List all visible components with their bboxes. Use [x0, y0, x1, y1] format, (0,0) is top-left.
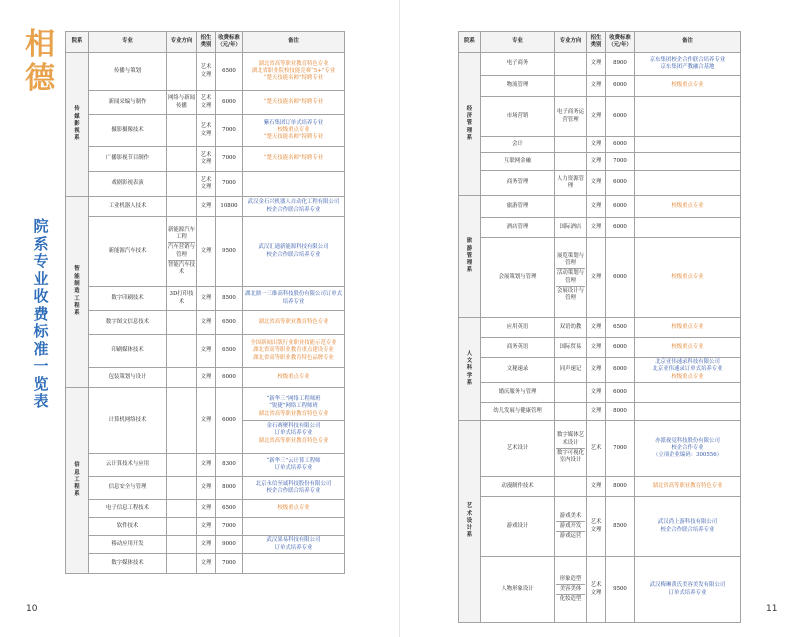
- table-row: [66, 147, 345, 172]
- table-row: [66, 454, 345, 477]
- table-row: [459, 318, 741, 338]
- dept-cell: 人文科学系: [459, 318, 481, 421]
- fee-cell: 9500: [216, 217, 243, 287]
- table-row: [66, 91, 345, 115]
- table-row: [459, 403, 741, 421]
- category-cell: 文理: [587, 153, 606, 171]
- note-cell: 武汉尚上游科技有限公司 校企合作联合培养专业: [635, 497, 741, 557]
- header-dept: 院系: [459, 32, 481, 53]
- direction-cell: [555, 137, 587, 153]
- table-row: [66, 477, 345, 500]
- page-number: 11: [766, 604, 778, 614]
- category-cell: 文理: [197, 554, 216, 574]
- fee-cell: 6000: [606, 171, 635, 196]
- note-cell: 校级重点专业: [635, 318, 741, 338]
- major-cell: 计算机网络技术: [89, 388, 167, 454]
- fee-cell: 6000: [606, 383, 635, 403]
- header-category: 招生类别: [587, 32, 606, 53]
- note-cell: 武汉汇通新能源科技有限公司 校企合作联合培养专业: [243, 217, 345, 287]
- fee-cell: 9000: [216, 536, 243, 554]
- major-cell: 工业机器人技术: [89, 197, 167, 217]
- direction-cell: 网络与新闻传播: [167, 91, 197, 115]
- note-cell: 紫石集团订单式培养专业 校级重点专业 “楚天技能名师”特聘专业: [243, 115, 345, 147]
- category-cell: 文理: [587, 76, 606, 97]
- note-cell: [635, 218, 741, 238]
- major-cell: 移动应用开发: [89, 536, 167, 554]
- page-title: 院 系 专 业 收 费 标 准 一 览 表: [33, 217, 49, 410]
- fee-cell: 6000: [606, 137, 635, 153]
- table-row: [66, 172, 345, 197]
- direction-cell: 双语幼教: [555, 318, 587, 338]
- dept-cell: 旅游管理系: [459, 196, 481, 318]
- note-cell: [635, 97, 741, 137]
- note-cell: 校级重点专业: [635, 238, 741, 318]
- fee-cell: 8500: [216, 287, 243, 311]
- table-row: [459, 383, 741, 403]
- note-cell: 校级重点专业: [243, 500, 345, 518]
- fee-cell: 6000: [606, 196, 635, 218]
- major-cell: 幼儿发展与健康管理: [481, 403, 555, 421]
- fee-cell: 8000: [216, 477, 243, 500]
- category-cell: 文理: [587, 403, 606, 421]
- category-cell: 文理: [197, 197, 216, 217]
- header-dept: 院系: [66, 32, 89, 53]
- deco-char: 德: [25, 61, 55, 96]
- direction-cell: 新能源汽车工程 汽车营销与管理 智能汽车技术: [167, 217, 197, 287]
- direction-cell: [167, 518, 197, 536]
- table-row: [459, 76, 741, 97]
- category-cell: 艺术文理: [197, 147, 216, 172]
- table-row: [459, 218, 741, 238]
- fee-cell: 6500: [606, 318, 635, 338]
- category-cell: 文理: [587, 171, 606, 196]
- category-cell: 文理: [197, 500, 216, 518]
- fee-cell: 9500: [606, 557, 635, 623]
- note-cell: [635, 153, 741, 171]
- fee-cell: 6500: [216, 500, 243, 518]
- direction-cell: [167, 500, 197, 518]
- direction-cell: 数字媒体艺术设计 数字可视化室内设计: [555, 421, 587, 477]
- major-cell: 新能源汽车技术: [89, 217, 167, 287]
- direction-cell: [167, 197, 197, 217]
- category-cell: 文理: [587, 318, 606, 338]
- direction-cell: 游戏美术 游戏开发 游戏运营: [555, 497, 587, 557]
- table-row: [459, 557, 741, 623]
- fee-cell: 8000: [606, 477, 635, 497]
- category-cell: 文理: [587, 383, 606, 403]
- direction-cell: 人力资源管理: [555, 171, 587, 196]
- direction-cell: [167, 335, 197, 368]
- table-row: [459, 53, 741, 76]
- category-cell: 艺术文理: [197, 53, 216, 91]
- major-cell: 摄影摄像技术: [89, 115, 167, 147]
- direction-cell: [555, 53, 587, 76]
- fee-cell: 6000: [606, 76, 635, 97]
- note-cell: [243, 172, 345, 197]
- note-cell: 校级重点专业: [635, 338, 741, 358]
- direction-cell: 电子商务运营管理: [555, 97, 587, 137]
- note-cell: 校级重点专业: [635, 196, 741, 218]
- note-cell: [243, 554, 345, 574]
- category-cell: 文理: [197, 536, 216, 554]
- major-cell: 软件技术: [89, 518, 167, 536]
- header-direction: 专业方向: [167, 32, 197, 53]
- direction-cell: [555, 76, 587, 97]
- header-direction: 专业方向: [555, 32, 587, 53]
- fee-cell: 7000: [216, 172, 243, 197]
- category-cell: 文理: [587, 218, 606, 238]
- table-row: [66, 518, 345, 536]
- category-cell: 艺术文理: [197, 172, 216, 197]
- category-cell: 文理: [197, 311, 216, 335]
- header-category: 招生类别: [197, 32, 216, 53]
- fee-cell: 6500: [216, 53, 243, 91]
- table-header: [66, 32, 345, 53]
- table-row: [459, 358, 741, 383]
- decorative-title: [22, 28, 58, 96]
- dept-cell: 传媒影视系: [66, 53, 89, 197]
- fee-cell: 7000: [216, 115, 243, 147]
- direction-cell: [555, 477, 587, 497]
- direction-cell: [167, 311, 197, 335]
- major-cell: 数字印刷技术: [89, 287, 167, 311]
- note-cell: 亦派视觉科技股份有限公司 校企合作专业 （立项企业编码：300556）: [635, 421, 741, 477]
- page-number: 10: [26, 604, 38, 614]
- table-row: [66, 554, 345, 574]
- direction-cell: 国际酒店: [555, 218, 587, 238]
- direction-cell: [555, 153, 587, 171]
- fee-cell: 7000: [216, 518, 243, 536]
- category-cell: 文理: [587, 196, 606, 218]
- category-cell: 艺术文理: [587, 557, 606, 623]
- major-cell: 物流管理: [481, 76, 555, 97]
- table-row: [66, 197, 345, 217]
- major-cell: 电子商务: [481, 53, 555, 76]
- direction-cell: [167, 454, 197, 477]
- category-cell: 文理: [587, 137, 606, 153]
- major-cell: 广播影视节目制作: [89, 147, 167, 172]
- table-row: [459, 153, 741, 171]
- direction-cell: 同声速记: [555, 358, 587, 383]
- note-cell: 武汉果易科技有限公司 订单式培养专业: [243, 536, 345, 554]
- category-cell: 文理: [197, 217, 216, 287]
- category-cell: 艺术文理: [587, 497, 606, 557]
- major-cell: 云计算技术与应用: [89, 454, 167, 477]
- header-note: 备注: [635, 32, 741, 53]
- category-cell: 艺术文理: [197, 115, 216, 147]
- fee-cell: 6000: [606, 97, 635, 137]
- major-cell: 会展策划与管理: [481, 238, 555, 318]
- category-cell: 文理: [197, 335, 216, 368]
- direction-cell: 形象造型 美容美体 化妆造型: [555, 557, 587, 623]
- dept-cell: 艺术设计系: [459, 421, 481, 623]
- note-cell: 湖北省高等职业教育特色专业 湖北省职业院校技能竞赛“5+”专业 “楚天技能名师”特聘专业: [243, 53, 345, 91]
- major-cell: 商务管理: [481, 171, 555, 196]
- note-cell: [635, 171, 741, 196]
- major-cell: 互联网金融: [481, 153, 555, 171]
- direction-cell: 国际贸易: [555, 338, 587, 358]
- major-cell: 游戏设计: [481, 497, 555, 557]
- fee-cell: 6000: [606, 358, 635, 383]
- table-header: [459, 32, 741, 53]
- direction-cell: [167, 172, 197, 197]
- category-cell: 文理: [587, 358, 606, 383]
- major-cell: 商务英语: [481, 338, 555, 358]
- table-row: [459, 238, 741, 318]
- note-cell: [635, 137, 741, 153]
- fee-cell: 8900: [606, 53, 635, 76]
- category-cell: 文理: [587, 53, 606, 76]
- fee-table-left: [65, 31, 345, 574]
- direction-cell: [555, 196, 587, 218]
- major-cell: 会计: [481, 137, 555, 153]
- category-cell: 文理: [197, 287, 216, 311]
- category-cell: 文理: [197, 388, 216, 454]
- fee-cell: 6500: [216, 311, 243, 335]
- major-cell: 市场营销: [481, 97, 555, 137]
- fee-cell: 7000: [606, 153, 635, 171]
- category-cell: 艺术文理: [197, 91, 216, 115]
- fee-cell: 6500: [216, 335, 243, 368]
- note-cell: 校级重点专业: [635, 76, 741, 97]
- category-cell: 文理: [197, 518, 216, 536]
- note-cell: 北京永信至诚科技股份有限公司 校企合作联合培养专业: [243, 477, 345, 500]
- fee-cell: 6000: [606, 238, 635, 318]
- note-cell: [635, 383, 741, 403]
- note-cell: 武汉梅琳黄氏美容美发有限公司 订单式培养专业: [635, 557, 741, 623]
- header-fee: 收费标准（元/年）: [606, 32, 635, 53]
- direction-cell: [167, 554, 197, 574]
- header-note: 备注: [243, 32, 345, 53]
- major-cell: 应用英语: [481, 318, 555, 338]
- table-row: [66, 53, 345, 91]
- direction-cell: [555, 403, 587, 421]
- table-row: [66, 287, 345, 311]
- category-cell: 文理: [587, 477, 606, 497]
- category-cell: 文理: [587, 338, 606, 358]
- major-cell: 数字媒体技术: [89, 554, 167, 574]
- table-row: [459, 497, 741, 557]
- fee-cell: 8300: [216, 454, 243, 477]
- major-cell: 包装策划与设计: [89, 368, 167, 388]
- direction-cell: [167, 53, 197, 91]
- major-cell: 旅游管理: [481, 196, 555, 218]
- header-major: 专业: [89, 32, 167, 53]
- note-cell: 武汉金石兴机器人自动化工程有限公司 校企合作联合培养专业: [243, 197, 345, 217]
- direction-cell: [167, 388, 197, 454]
- note-cell: [243, 518, 345, 536]
- category-cell: 文理: [197, 454, 216, 477]
- note-cell: [635, 403, 741, 421]
- major-cell: 戏剧影视表演: [89, 172, 167, 197]
- major-cell: 数字图文信息技术: [89, 311, 167, 335]
- category-cell: 文理: [587, 238, 606, 318]
- direction-cell: [167, 147, 197, 172]
- direction-cell: [167, 115, 197, 147]
- note-cell: “新华三”云计算工程师 订单式培养专业: [243, 454, 345, 477]
- table-row: [66, 217, 345, 287]
- fee-table-right: [458, 31, 741, 623]
- major-cell: 婚庆服务与管理: [481, 383, 555, 403]
- direction-cell: 展览策划与管理 活动策划与管理 会展设计与管理: [555, 238, 587, 318]
- table-row: [459, 338, 741, 358]
- major-cell: 印刷媒体技术: [89, 335, 167, 368]
- direction-cell: [167, 536, 197, 554]
- note-cell: 湖北省高等职业教育特色专业: [635, 477, 741, 497]
- major-cell: 动漫制作技术: [481, 477, 555, 497]
- dept-cell: 信息工程系: [66, 388, 89, 574]
- major-cell: 新闻采编与制作: [89, 91, 167, 115]
- table-row: [66, 368, 345, 388]
- fee-cell: 6000: [606, 218, 635, 238]
- fee-cell: 7000: [216, 554, 243, 574]
- note-cell: 湖北省高等职业教育特色专业: [243, 311, 345, 335]
- category-cell: 文理: [587, 97, 606, 137]
- dept-cell: 经济管理系: [459, 53, 481, 196]
- category-cell: 艺术: [587, 421, 606, 477]
- deco-char: 相: [25, 27, 55, 62]
- table-row: [459, 171, 741, 196]
- table-row: [66, 500, 345, 518]
- note-divider: [243, 420, 344, 421]
- table-row: [459, 421, 741, 477]
- fee-cell: 6000: [216, 368, 243, 388]
- direction-cell: [167, 477, 197, 500]
- major-cell: 信息安全与管理: [89, 477, 167, 500]
- major-cell: 人物形象设计: [481, 557, 555, 623]
- major-cell: 文秘速录: [481, 358, 555, 383]
- note-cell: 京东集团校企合作联合培养专业 京东集团产教融合基地: [635, 53, 741, 76]
- note-cell: 校级重点专业: [243, 368, 345, 388]
- table-row: [66, 311, 345, 335]
- table-row: [459, 477, 741, 497]
- note-cell: 湖北鼎一三维高科技股份有限公司订单式培养专业: [243, 287, 345, 311]
- header-major: 专业: [481, 32, 555, 53]
- table-row: [66, 536, 345, 554]
- table-row: [459, 196, 741, 218]
- note-cell: 北京亚伟速录科技有限公司 北京亚伟速录订单式培养专业 校级重点专业: [635, 358, 741, 383]
- direction-cell: [555, 383, 587, 403]
- header-fee: 收费标准（元/年）: [216, 32, 243, 53]
- note-cell: “新华三”网络工程师班 “锐捷”网络工程师班 湖北省高等职业教育特色专业 金石赛聚科技有限公司 订单式培养专业 湖北省高等职业教育特色专业: [243, 388, 345, 454]
- category-cell: 文理: [197, 477, 216, 500]
- fee-cell: 7000: [606, 421, 635, 477]
- table-row: [66, 115, 345, 147]
- table-row: [66, 335, 345, 368]
- fee-cell: 6000: [216, 388, 243, 454]
- table-row: [459, 137, 741, 153]
- fee-cell: 7000: [216, 147, 243, 172]
- fee-cell: 8000: [606, 403, 635, 421]
- major-cell: 艺术设计: [481, 421, 555, 477]
- note-cell: 全国新闻出版行业职业技能示范专业 湖北省高等职业教育重点建设专业 湖北省高等职业教育特色品牌专业: [243, 335, 345, 368]
- note-cell: “楚天技能名师”特聘专业: [243, 147, 345, 172]
- table-row: [66, 388, 345, 454]
- fee-cell: 6000: [606, 338, 635, 358]
- direction-cell: 3D打印技术: [167, 287, 197, 311]
- right-page: [400, 0, 800, 637]
- dept-cell: 智能制造工程系: [66, 197, 89, 388]
- major-cell: 电子信息工程技术: [89, 500, 167, 518]
- note-cell: “楚天技能名师”特聘专业: [243, 91, 345, 115]
- fee-cell: 10800: [216, 197, 243, 217]
- table-row: [459, 97, 741, 137]
- fee-cell: 6000: [216, 91, 243, 115]
- category-cell: 文理: [197, 368, 216, 388]
- major-cell: 酒店管理: [481, 218, 555, 238]
- fee-cell: 8500: [606, 497, 635, 557]
- direction-cell: [167, 368, 197, 388]
- major-cell: 传播与策划: [89, 53, 167, 91]
